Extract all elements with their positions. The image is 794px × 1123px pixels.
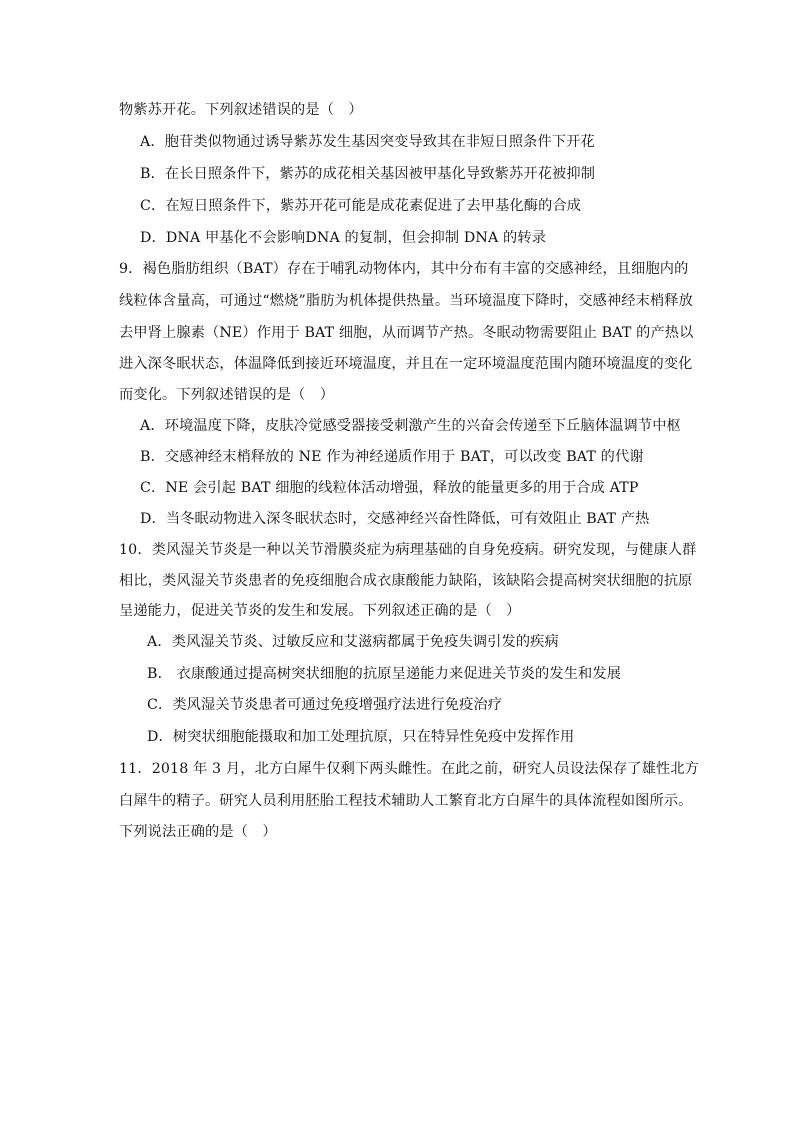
q9-stem-line: 进入深冬眠状态，体温降低到接近环境温度，并且在一定环境温度范围内随环境温度的变化 [119, 356, 693, 372]
q11-stem-line: 下列说法正确的是（ ） [119, 824, 277, 840]
q9-stem-line: 而变化。下列叙述错误的是（ ） [119, 387, 335, 403]
q9-stem-line: 线粒体含量高，可通过“燃烧”脂肪为机体提供热量。当环境温度下降时，交感神经末梢释放 [119, 293, 693, 309]
q9-stem-line: 去甲肾上腺素（NE）作用于 BAT 细胞，从而调节产热。冬眠动物需要阻止 BAT 的产热以 [119, 325, 694, 341]
q11-stem-line: 11．2018 年 3 月，北方白犀牛仅剩下两头雌性。在此之前，研究人员设法保存了雄性北方 [119, 761, 700, 777]
q8-option-a: A．胞苷类似物通过诱导紫苏发生基因突变导致其在非短日照条件下开花 [140, 134, 595, 150]
q9-stem-line: 9．褐色脂肪组织（BAT）存在于哺乳动物体内，其中分布有丰富的交感神经，且细胞内的 [119, 261, 689, 277]
q8-stem-tail: 物紫苏开花。下列叙述错误的是（ ） [119, 102, 363, 118]
q11-stem-line: 白犀牛的精子。研究人员利用胚胎工程技术辅助人工繁育北方白犀牛的具体流程如图所示。 [119, 793, 693, 809]
q8-option-d: D．DNA 甲基化不会影响DNA 的复制，但会抑制 DNA 的转录 [140, 230, 547, 246]
q8-option-c: C．在短日照条件下，紫苏开花可能是成花素促进了去甲基化酶的合成 [140, 198, 582, 214]
q8-option-b: B．在长日照条件下，紫苏的成花相关基因被甲基化导致紫苏开花被抑制 [140, 166, 596, 182]
q10-option-d: D．树突状细胞能摄取和加工处理抗原，只在特异性免疫中发挥作用 [147, 729, 575, 745]
q10-stem-line: 相比，类风湿关节炎患者的免疫细胞合成衣康酸能力缺陷，该缺陷会提高树突状细胞的抗原 [119, 573, 693, 589]
q9-option-b: B．交感神经末梢释放的 NE 作为神经递质作用于 BAT，可以改变 BAT 的代谢 [140, 449, 644, 465]
q10-option-c: C．类风湿关节炎患者可通过免疫增强疗法进行免疫治疗 [147, 697, 503, 713]
q10-stem-line: 10．类风湿关节炎是一种以关节滑膜炎症为病理基础的自身免疫病。研究发现，与健康人群 [119, 542, 697, 558]
q10-option-b: B． 衣康酸通过提高树突状细胞的抗原呈递能力来促进关节炎的发生和发展 [147, 666, 622, 682]
q10-stem-line: 呈递能力，促进关节炎的发生和发展。下列叙述正确的是（ ） [119, 603, 521, 619]
q9-option-a: A．环境温度下降，皮肤冷觉感受器接受刺激产生的兴奋会传递至下丘脑体温调节中枢 [140, 418, 681, 434]
q9-option-c: C．NE 会引起 BAT 细胞的线粒体活动增强，释放的能量更多的用于合成 ATP [140, 480, 639, 496]
q10-option-a: A．类风湿关节炎、过敏反应和艾滋病都属于免疫失调引发的疾病 [147, 634, 559, 650]
q9-option-d: D．当冬眠动物进入深冬眠状态时，交感神经兴奋性降低，可有效阻止 BAT 产热 [140, 511, 650, 527]
